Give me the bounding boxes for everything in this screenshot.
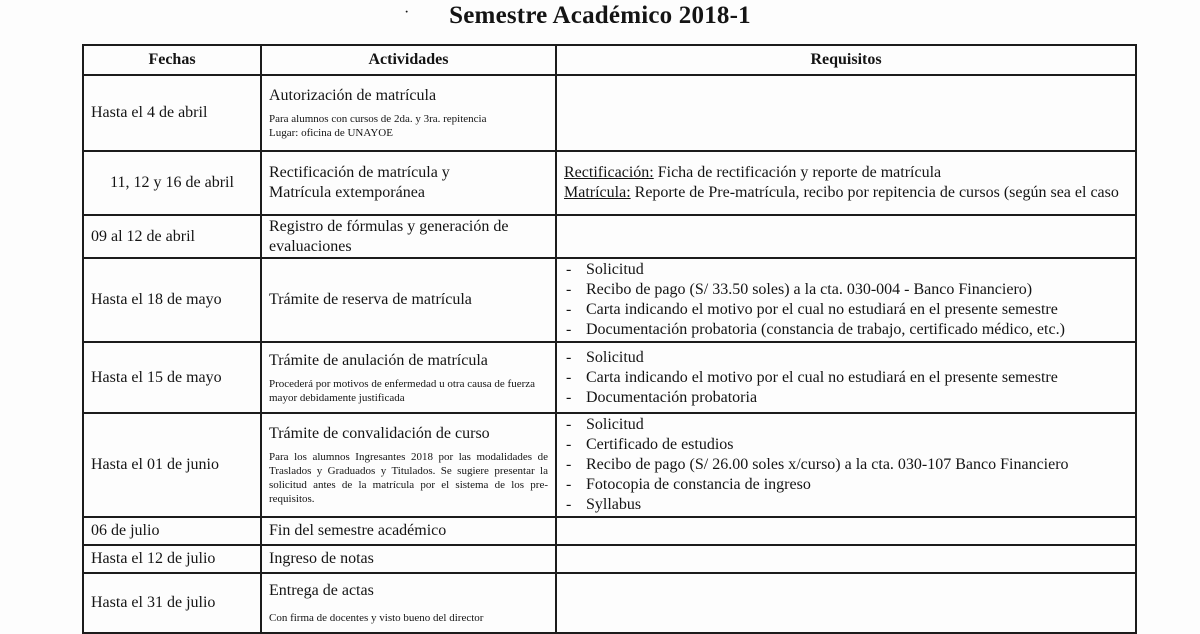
row-actividad: Registro de fórmulas y generación de evaluaciones: [261, 215, 556, 258]
row-fecha: Hasta el 4 de abril: [83, 75, 261, 151]
table-row: [83, 545, 1136, 573]
activity-note: Para alumnos con cursos de 2da. y 3ra. repitencia Lugar: oficina de UNAYOE: [269, 113, 487, 139]
list-item: - Carta indicando el motivo por el cual no estudiará en el presente semestre: [564, 368, 1128, 388]
scan-speck: ·: [404, 4, 410, 21]
row-actividad: [261, 342, 556, 413]
requisito-line: Rectificación: Ficha de rectificación y reporte de matrícula: [564, 164, 942, 181]
table-row: [83, 517, 1136, 545]
row-fecha: Hasta el 12 de julio: [83, 545, 261, 573]
row-actividad: [261, 413, 556, 517]
table-row: [83, 215, 1136, 258]
document-title: Semestre Académico 2018-1: [449, 2, 751, 29]
row-requisitos-empty: [556, 517, 1136, 545]
row-fecha: Hasta el 15 de mayo: [83, 342, 261, 413]
activity-note: Para los alumnos Ingresantes 2018 por las modalidades de Traslados y Graduados y Titulados. Se sugiere presentar la solicitud antes de la matrícula por el sistema de los pre-requisitos.: [269, 451, 548, 505]
activity-note: Con firma de docentes y visto bueno del director: [269, 612, 484, 624]
row-actividad: Trámite de reserva de matrícula: [261, 258, 556, 342]
list-item: - Solicitud: [564, 415, 1128, 435]
list-item: - Documentación probatoria (constancia de trabajo, certificado médico, etc.): [564, 320, 1128, 340]
row-fecha: Hasta el 18 de mayo: [83, 258, 261, 342]
table-row: [83, 151, 1136, 215]
row-fecha: 06 de julio: [83, 517, 261, 545]
list-item: - Recibo de pago (S/ 33.50 soles) a la cta. 030-004 - Banco Financiero): [564, 280, 1128, 300]
header-requisitos: Requisitos: [556, 45, 1136, 75]
activity-title: Autorización de matrícula: [269, 87, 437, 104]
activity-title: Trámite de convalidación de curso: [269, 425, 490, 442]
row-requisitos-empty: [556, 573, 1136, 633]
row-requisitos: [556, 258, 1136, 342]
row-requisitos: [556, 413, 1136, 517]
row-fecha: Hasta el 01 de junio: [83, 413, 261, 517]
row-requisitos-empty: [556, 215, 1136, 258]
row-requisitos-empty: [556, 75, 1136, 151]
activity-title: Entrega de actas: [269, 582, 374, 599]
list-item: - Solicitud: [564, 348, 1128, 368]
row-actividad: Fin del semestre académico: [261, 517, 556, 545]
schedule-table: [82, 44, 1137, 634]
row-requisitos: [556, 342, 1136, 413]
row-requisitos-empty: [556, 545, 1136, 573]
row-actividad: [261, 573, 556, 633]
row-fecha: 09 al 12 de abril: [83, 215, 261, 258]
table-row: [83, 342, 1136, 413]
list-item: - Certificado de estudios: [564, 435, 1128, 455]
row-fecha: 11, 12 y 16 de abril: [83, 151, 261, 215]
table-header-row: [83, 45, 1136, 75]
header-actividades: Actividades: [261, 45, 556, 75]
row-actividad: Rectificación de matrícula y Matrícula extemporánea: [261, 151, 556, 215]
activity-note: Procederá por motivos de enfermedad u otra causa de fuerza mayor debidamente justificada: [269, 377, 536, 404]
list-item: - Carta indicando el motivo por el cual no estudiará en el presente semestre: [564, 300, 1128, 320]
table-row: [83, 75, 1136, 151]
row-requisitos: [556, 151, 1136, 215]
list-item: - Recibo de pago (S/ 26.00 soles x/curso) a la cta. 030-107 Banco Financiero: [564, 455, 1128, 475]
table-row: [83, 413, 1136, 517]
activity-title: Trámite de anulación de matrícula: [269, 351, 488, 369]
list-item: - Solicitud: [564, 260, 1128, 280]
row-actividad: [261, 75, 556, 151]
requisitos-list: [564, 415, 1128, 515]
list-item: - Syllabus: [564, 495, 1128, 515]
row-actividad: Ingreso de notas: [261, 545, 556, 573]
row-fecha: Hasta el 31 de julio: [83, 573, 261, 633]
list-item: - Documentación probatoria: [564, 388, 1128, 408]
requisitos-list: [564, 260, 1128, 340]
list-item: - Fotocopia de constancia de ingreso: [564, 475, 1128, 495]
header-fechas: Fechas: [83, 45, 261, 75]
table-row: [83, 573, 1136, 633]
table-row: [83, 258, 1136, 342]
requisitos-list: [564, 348, 1128, 408]
requisito-line: Matrícula: Reporte de Pre-matrícula, recibo por repitencia de cursos (según sea el caso: [564, 184, 1119, 201]
